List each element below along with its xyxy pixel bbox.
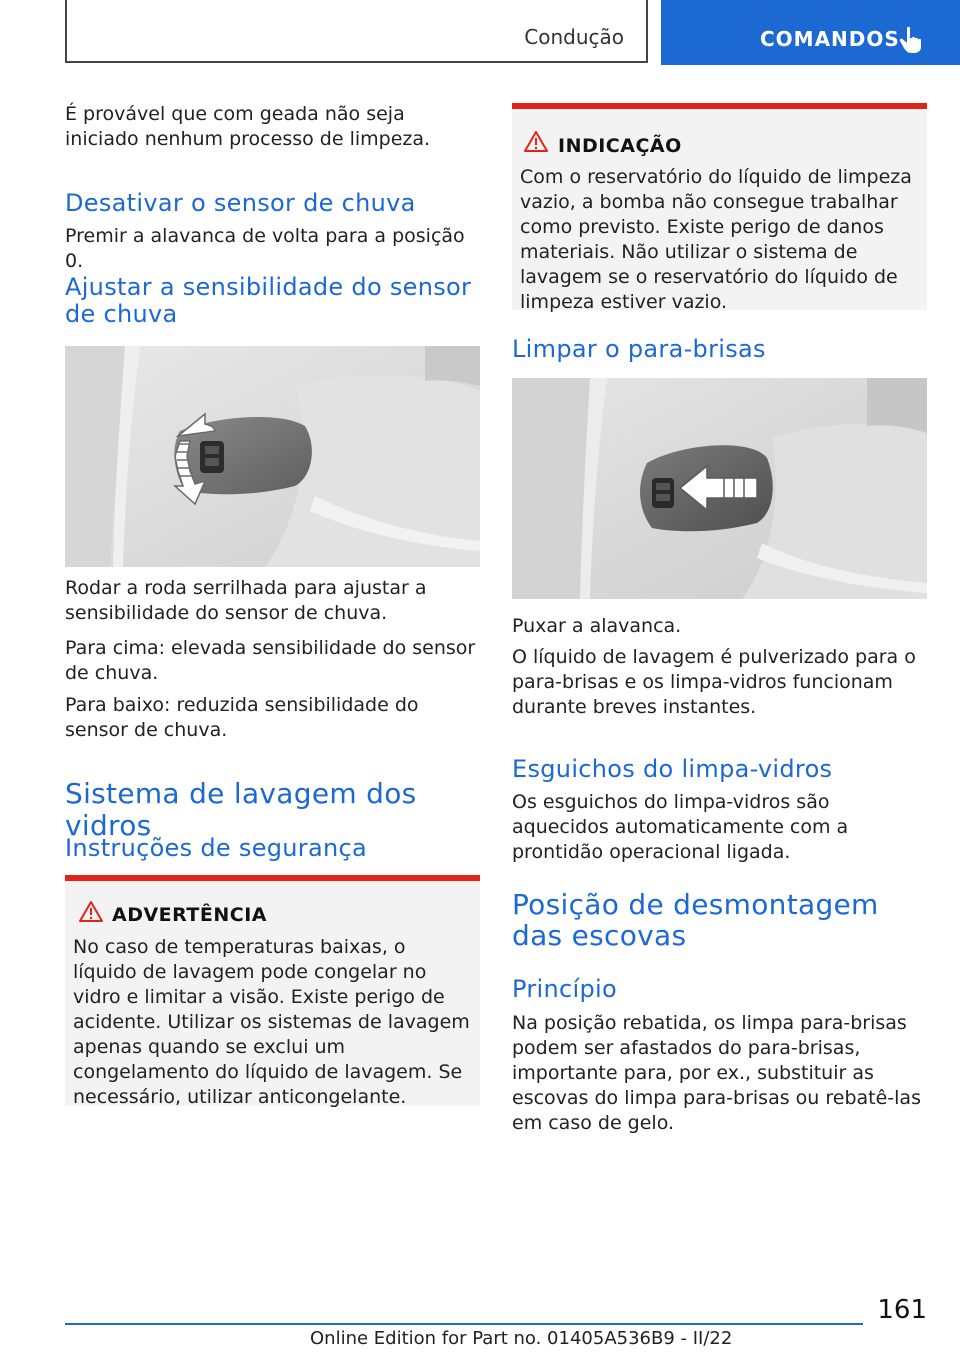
notice-title: INDICAÇÃO: [558, 135, 682, 157]
warning-text: No caso de temperaturas baixas, o líquido de lavagem pode congelar no vidro e limitar a visão. Existe perigo de acidente. Utilizar os sistemas de lavagem apenas quando se exclui um congelamento do líquido de lavagem. Se necessário, utilizar anticongelante.: [73, 936, 470, 1108]
lever-thumbwheel-photo: [65, 346, 480, 567]
warning-title: ADVERTÊNCIA: [112, 904, 267, 926]
heading-adjust-sensitivity: Ajustar a sensibilidade do sensor de chuva: [65, 273, 472, 328]
down-sensitivity-paragraph: Para baixo: reduzida sensibilidade do sensor de chuva.: [65, 694, 419, 741]
fluid-spray-paragraph: O líquido de lavagem é pulverizado para o para-brisas e os limpa-vidros funcionam durante breves instantes.: [512, 646, 916, 718]
warning-triangle-icon: [78, 900, 104, 923]
hand-pointer-icon: [899, 26, 925, 54]
notice-text: Com o reservatório do líquido de limpeza vazio, a bomba não consegue trabalhar como previsto. Existe perigo de danos materiais. Não utilizar o sistema de lavagem se o reservatório do líquido de limpeza estiver vazio.: [520, 166, 912, 313]
heading-safety-instructions: Instruções de segurança: [65, 834, 367, 862]
warning-triangle-icon: [523, 130, 549, 153]
heading-washer-system: Sistema de lavagem dos vidros: [65, 777, 417, 842]
heading-clean-windshield: Limpar o para-brisas: [512, 335, 766, 363]
heading-principle: Princípio: [512, 975, 617, 1003]
heading-deactivate-rain-sensor: Desativar o sensor de chuva: [65, 189, 416, 217]
notice-bar: [512, 103, 927, 109]
lever-pull-photo: [512, 378, 927, 599]
deactivate-paragraph: Premir a alavanca de volta para a posição 0.: [65, 225, 465, 272]
principle-paragraph: Na posição rebatida, os limpa para-brisas podem ser afastados do para-brisas, importante para, por ex., substituir as escovas do limpa para-brisas ou rebatê-las em caso de gelo.: [512, 1012, 921, 1134]
footer-rule: [65, 1323, 863, 1325]
nozzles-paragraph: Os esguichos do limpa-vidros são aquecidos automaticamente com a prontidão operacional ligada.: [512, 791, 849, 863]
heading-removal-position: Posição de desmontagem das escovas: [512, 888, 879, 952]
rotate-wheel-paragraph: Rodar a roda serrilhada para ajustar a sensibilidade do sensor de chuva.: [65, 577, 427, 624]
intro-paragraph: É provável que com geada não seja iniciado nenhum processo de limpeza.: [65, 103, 431, 150]
footer-edition: Online Edition for Part no. 01405A536B9 - II/22: [310, 1328, 733, 1349]
warning-box: [65, 875, 480, 1106]
header-bar: [65, 0, 648, 63]
heading-washer-nozzles: Esguichos do limpa-vidros: [512, 755, 833, 783]
chapter-tab-label: COMANDOS: [760, 27, 900, 51]
warning-bar: [65, 875, 480, 881]
pull-lever-paragraph: Puxar a alavanca.: [512, 615, 682, 637]
notice-box: [512, 103, 927, 313]
section-title: Condução: [524, 25, 624, 49]
page-number: 161: [877, 1295, 927, 1325]
chapter-tab[interactable]: [661, 0, 960, 65]
up-sensitivity-paragraph: Para cima: elevada sensibilidade do sensor de chuva.: [65, 637, 476, 684]
